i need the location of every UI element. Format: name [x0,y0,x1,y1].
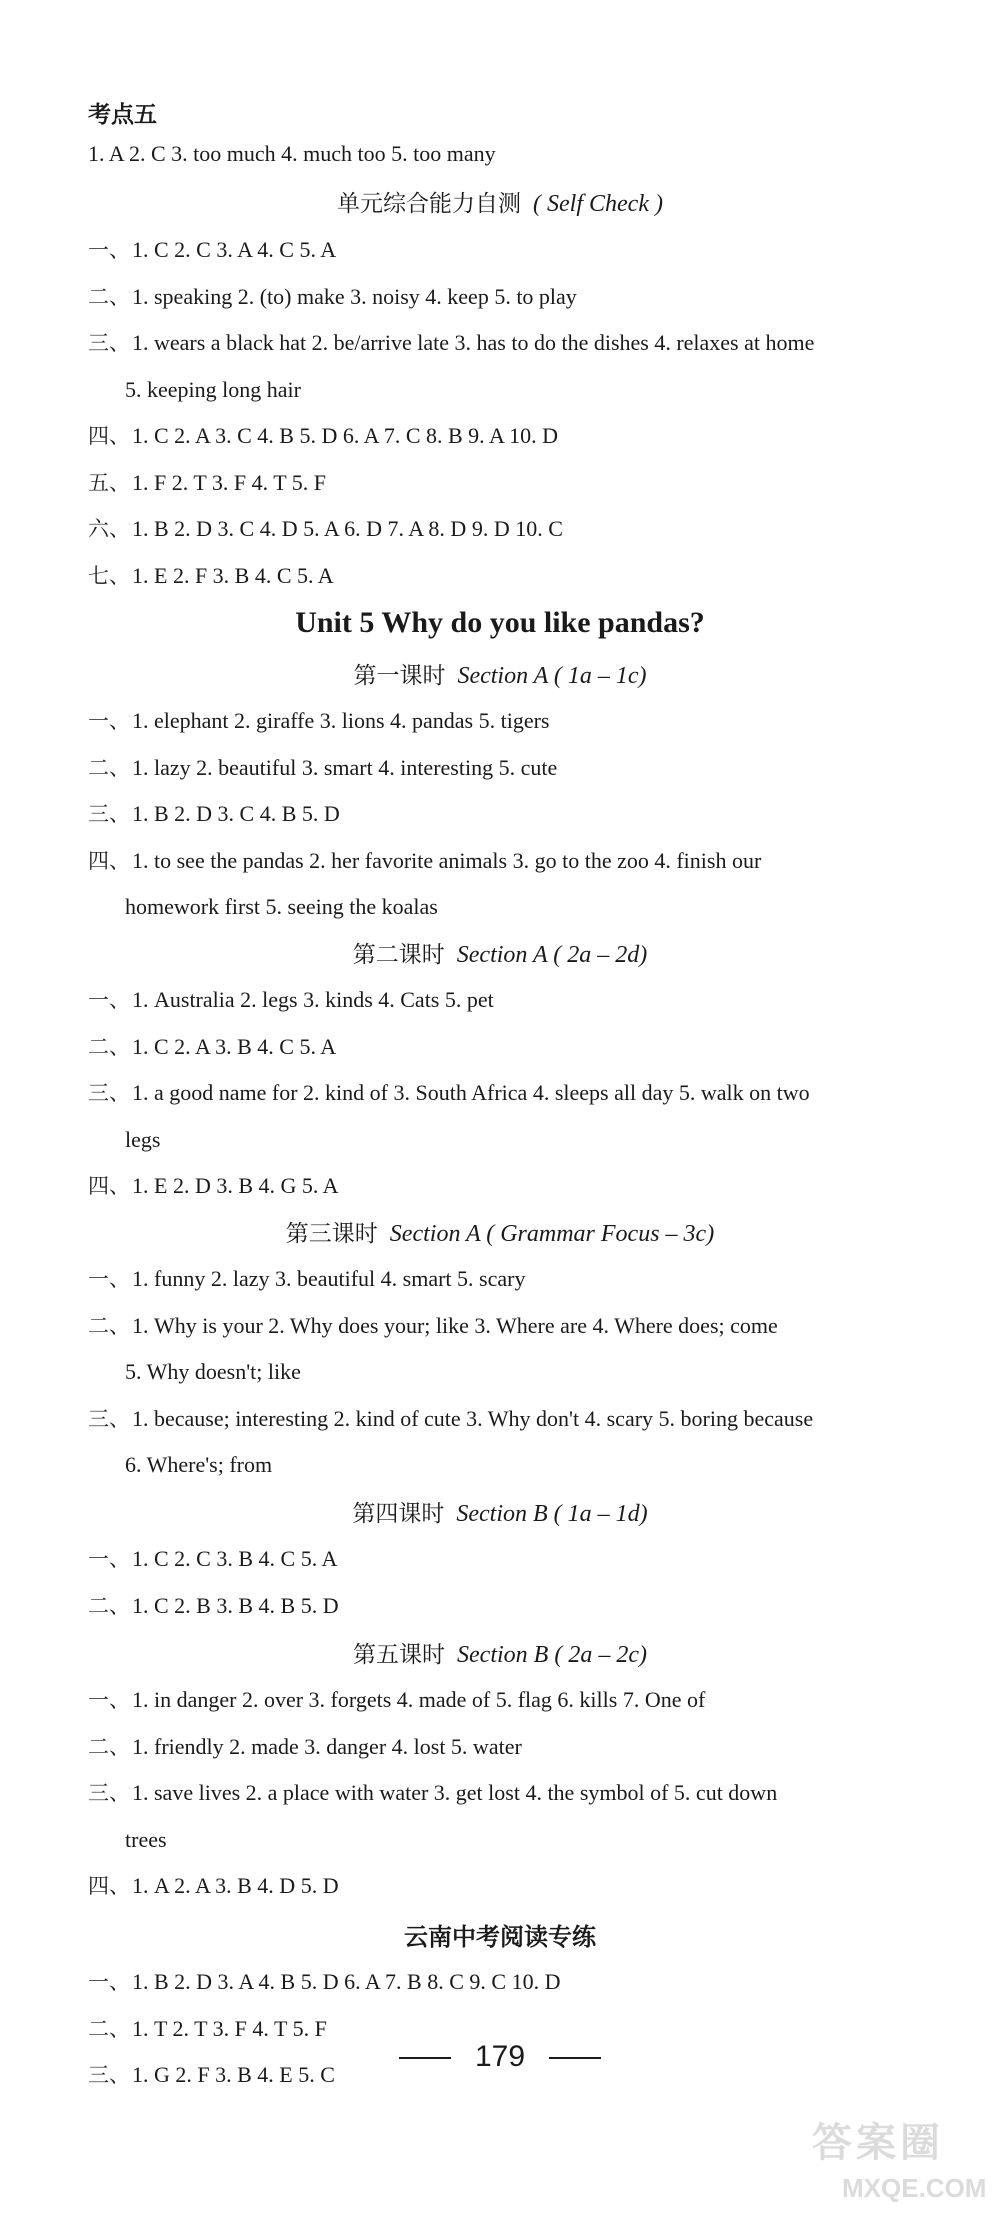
question-section-label: 二、 [88,284,130,309]
lesson2-heading [0,943,1000,967]
lesson3-title-en: Section A ( Grammar Focus – 3c) [389,1221,715,1247]
answer-line [125,1361,1000,1383]
question-section-label: 二、 [88,2016,130,2041]
answer-text: 1. elephant 2. giraffe 3. lions 4. pandas 5. tigers [132,708,550,733]
page-number-text: 179 [474,2040,526,2073]
lesson5-title-en: Section B ( 2a – 2c) [457,1642,647,1668]
question-section-label: 三、 [88,1406,130,1431]
answer-line [88,989,968,1011]
question-section-label: 二、 [88,1593,130,1618]
question-section-label: 三、 [88,1081,130,1105]
answer-text: 1. lazy 2. beautiful 3. smart 4. interesting 5. cute [132,754,558,780]
answer-line [88,425,968,447]
answer-line [88,332,968,354]
lesson4-heading [0,1502,1000,1526]
question-section-label: 二、 [88,755,130,780]
answer-line [125,1826,1000,1852]
question-section-label: 二、 [88,1034,130,1059]
answer-text: 1. G 2. F 3. B 4. E 5. C [132,2062,335,2087]
self-check-title-en: ( Self Check ) [533,191,663,217]
answer-line [88,1548,968,1570]
answer-text: 5. Why doesn't; like [125,1359,301,1384]
answer-line [88,2015,968,2041]
answer-line [88,754,968,780]
question-section-label: 四、 [88,1174,130,1198]
answer-text: 1. F 2. T 3. F 4. T 5. F [132,469,326,495]
answer-text: 1. friendly 2. made 3. danger 4. lost 5. water [132,1733,522,1759]
answer-line [88,847,968,873]
answer-text: 6. Where's; from [125,1452,273,1477]
answer-line [88,1689,968,1711]
question-section-label: 三、 [88,802,130,826]
answer-line [88,1782,968,1804]
page-number-dash-left [399,2057,451,2059]
answer-line [88,1268,968,1290]
answer-text: 1. E 2. F 3. B 4. C 5. A [132,562,334,588]
question-section-label: 一、 [88,1547,130,1571]
answer-line [88,518,968,540]
question-section-label: 七、 [88,563,130,588]
answer-text: 1. E 2. D 3. B 4. G 5. A [132,1173,339,1198]
reading-heading: 云南中考阅读专练 [404,1923,596,1951]
unit-title: Unit 5 Why do you like pandas? [295,606,705,639]
answer-text: 1. B 2. D 3. A 4. B 5. D 6. A 7. B 8. C 9. C 10. D [132,1969,561,1994]
answer-line [88,1405,968,1431]
answer-text: 1. B 2. D 3. C 4. B 5. D [132,801,340,826]
answer-text: 1. to see the pandas 2. her favorite animals 3. go to the zoo 4. finish our [132,847,762,873]
page-number-dash-right [549,2057,601,2059]
answer-line [88,469,968,495]
answer-text: trees [125,1826,167,1852]
answer-line [88,283,968,309]
lesson2-title-zh: 第二课时 [352,942,445,968]
question-section-label: 二、 [88,1734,130,1759]
answer-text: 1. speaking 2. (to) make 3. noisy 4. keep 5. to play [132,283,577,309]
question-section-label: 六、 [88,517,130,541]
question-section-label: 五、 [88,470,130,495]
lesson3-title-zh: 第三课时 [285,1221,378,1247]
answer-text: 1. wears a black hat 2. be/arrive late 3. has to do the dishes 4. relaxes at home [132,330,815,355]
answer-text: 1. A 2. A 3. B 4. D 5. D [132,1873,339,1898]
topic-header: 考点五 [88,102,157,128]
answer-text: 1. T 2. T 3. F 4. T 5. F [132,2015,327,2041]
question-section-label: 一、 [88,1688,130,1712]
answer-line [88,803,968,825]
answer-line [125,1126,1000,1152]
lesson1-title-en: Section A ( 1a – 1c) [457,663,647,689]
answer-text: 1. C 2. C 3. B 4. C 5. A [132,1546,338,1571]
question-section-label: 一、 [88,988,130,1012]
answer-line [88,1175,968,1197]
answer-line [88,239,968,261]
answer-line [125,376,1000,402]
answer-text: 1. C 2. C 3. A 4. C 5. A [132,237,337,262]
question-section-label: 一、 [88,1267,130,1291]
answer-text: 1. C 2. A 3. C 4. B 5. D 6. A 7. C 8. B 9. A 10. D [132,423,559,448]
lesson3-heading [0,1222,1000,1246]
answer-text: 1. a good name for 2. kind of 3. South Africa 4. sleeps all day 5. walk on two [132,1080,810,1105]
question-section-label: 三、 [88,2063,130,2087]
answer-line [88,1875,968,1897]
answer-text: 1. funny 2. lazy 3. beautiful 4. smart 5. scary [132,1266,526,1291]
answer-line [125,896,1000,918]
question-section-label: 四、 [88,424,130,448]
answer-line [88,1033,968,1059]
answer-text: 1. Australia 2. legs 3. kinds 4. Cats 5. pet [132,987,494,1012]
question-section-label: 一、 [88,1970,130,1994]
lesson1-heading [0,664,1000,688]
answer-text: 1. B 2. D 3. C 4. D 5. A 6. D 7. A 8. D 9. D 10. C [132,516,563,541]
kaodian-answers: 1. A 2. C 3. too much 4. much too 5. too many [88,141,496,166]
question-section-label: 一、 [88,709,130,733]
answer-line [88,1082,968,1104]
self-check-title-zh: 单元综合能力自测 [337,191,522,217]
lesson4-title-en: Section B ( 1a – 1d) [456,1501,648,1527]
answer-line [88,710,968,732]
answer-line [88,1592,968,1618]
answer-text: 1. C 2. B 3. B 4. B 5. D [132,1592,339,1618]
answer-text: legs [125,1126,161,1152]
watermark-logo [812,2111,987,2207]
watermark-url: MXQE.COM [842,2173,987,2203]
question-section-label: 三、 [88,1781,130,1805]
answer-text: 1. in danger 2. over 3. forgets 4. made of 5. flag 6. kills 7. One of [132,1687,706,1712]
answer-text: 1. Why is your 2. Why does your; like 3. Where are 4. Where does; come [132,1312,778,1338]
answer-line [88,1971,968,1993]
lesson5-heading [0,1643,1000,1667]
answer-text: 1. C 2. A 3. B 4. C 5. A [132,1033,337,1059]
lesson2-title-en: Section A ( 2a – 2d) [456,942,648,968]
answer-text: 1. save lives 2. a place with water 3. get lost 4. the symbol of 5. cut down [132,1780,778,1805]
question-section-label: 四、 [88,1874,130,1898]
question-section-label: 三、 [88,331,130,355]
answer-line [88,562,968,588]
question-section-label: 四、 [88,848,130,873]
watermark-logo-text: 答案圈 [812,2120,944,2166]
answer-line [88,1733,968,1759]
page-number [0,2040,1000,2074]
answer-line [88,1312,968,1338]
answer-text: 1. because; interesting 2. kind of cute 3. Why don't 4. scary 5. boring because [132,1405,814,1431]
answer-text: 5. keeping long hair [125,376,301,402]
question-section-label: 二、 [88,1313,130,1338]
answer-line [125,1454,1000,1476]
answer-text: homework first 5. seeing the koalas [125,894,438,919]
lesson5-title-zh: 第五课时 [353,1642,446,1668]
question-section-label: 一、 [88,238,130,262]
self-check-heading [0,192,1000,216]
lesson4-title-zh: 第四课时 [352,1501,445,1527]
lesson1-title-zh: 第一课时 [353,663,446,689]
